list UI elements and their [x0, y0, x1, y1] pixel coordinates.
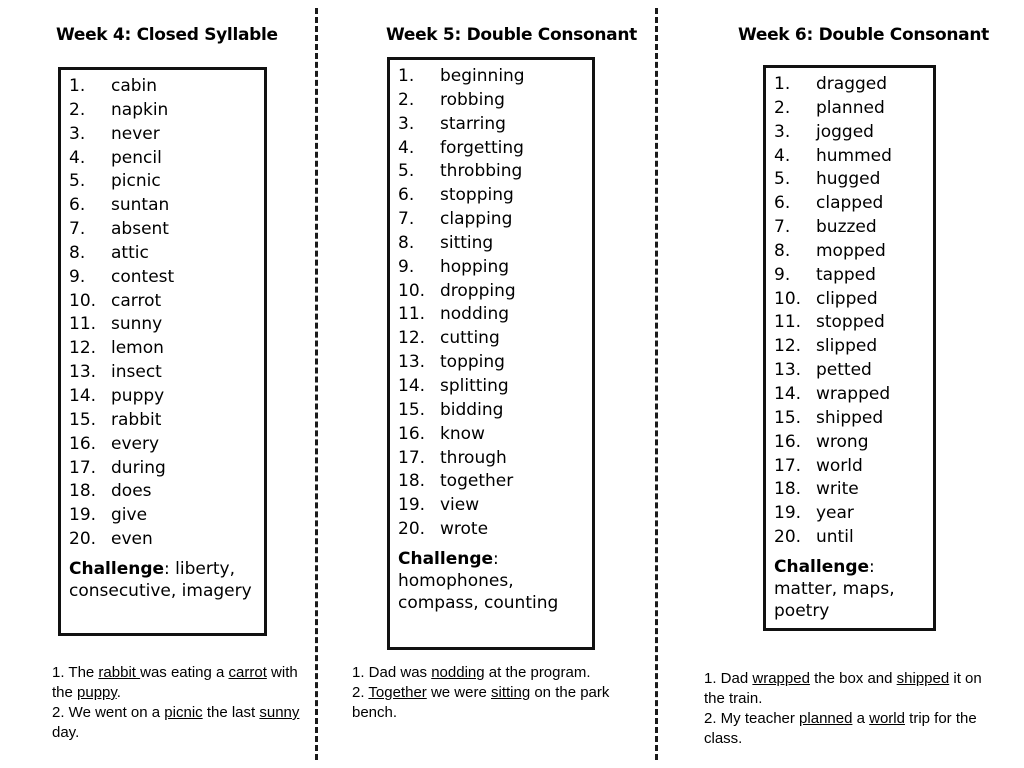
column-divider-left	[315, 8, 318, 760]
word-item	[774, 359, 925, 383]
sentence-text: 1. The	[52, 664, 99, 681]
challenge-text: : homophones, compass, counting	[398, 548, 559, 613]
sentence-text: 2. My teacher	[704, 710, 800, 727]
word-number: 10.	[774, 288, 802, 309]
word-item	[69, 242, 256, 266]
word-text: stopping	[440, 185, 514, 206]
word-text: cabin	[111, 76, 158, 96]
week-5-title: Week 5: Double Consonant	[386, 25, 637, 45]
word-text: until	[816, 527, 854, 548]
sentence-text: was eating a	[140, 664, 229, 681]
word-number: 13.	[774, 360, 802, 381]
word-item	[398, 256, 584, 280]
word-text: rabbit	[111, 409, 162, 430]
word-number: 18.	[69, 481, 97, 502]
word-text: absent	[111, 219, 169, 240]
word-item	[69, 266, 256, 290]
word-text: picnic	[111, 171, 161, 192]
word-text: even	[111, 529, 153, 550]
word-item	[398, 423, 584, 447]
word-item	[398, 160, 584, 184]
underlined-word: world	[869, 710, 905, 727]
word-text: never	[111, 123, 160, 144]
word-text: give	[111, 505, 148, 526]
word-text: through	[440, 447, 507, 468]
word-text: forgetting	[440, 137, 524, 158]
word-text: cutting	[440, 328, 500, 349]
word-item	[398, 399, 584, 423]
word-text: clapping	[440, 209, 513, 230]
word-text: throbbing	[440, 161, 523, 182]
word-number: 1.	[69, 76, 86, 96]
word-number: 2.	[774, 97, 791, 118]
word-item	[774, 121, 925, 145]
sentence-text: with the	[52, 664, 298, 701]
word-text: puppy	[111, 385, 165, 406]
word-text: mopped	[816, 240, 886, 261]
word-item	[398, 65, 584, 89]
word-text: buzzed	[816, 217, 877, 238]
word-text: lemon	[111, 338, 164, 359]
word-number: 3.	[774, 121, 791, 142]
word-text: robbing	[440, 89, 505, 110]
word-item	[398, 184, 584, 208]
week-5-word-list	[398, 65, 584, 542]
word-number: 15.	[69, 409, 97, 430]
word-number: 7.	[69, 219, 86, 240]
sentence-text: the last	[202, 704, 260, 721]
word-number: 20.	[398, 519, 426, 540]
word-text: sitting	[440, 232, 494, 253]
week-4-word-list	[69, 75, 256, 552]
word-number: 15.	[774, 407, 802, 428]
week-4-challenge	[69, 558, 256, 602]
example-sentence	[704, 709, 994, 749]
word-item	[69, 337, 256, 361]
word-number: 1.	[774, 74, 791, 94]
word-item	[69, 313, 256, 337]
week-4-sentences	[52, 663, 307, 743]
week-4-title: Week 4: Closed Syllable	[56, 25, 278, 45]
word-number: 14.	[398, 375, 426, 396]
word-item	[69, 123, 256, 147]
word-item	[398, 375, 584, 399]
underlined-word: sunny	[259, 704, 300, 721]
underlined-word: planned	[799, 710, 853, 727]
word-item	[774, 431, 925, 455]
word-number: 9.	[69, 266, 86, 287]
word-text: world	[816, 455, 863, 476]
word-number: 17.	[69, 457, 97, 478]
word-item	[69, 218, 256, 242]
word-text: carrot	[111, 290, 162, 311]
word-item	[398, 113, 584, 137]
word-item	[69, 433, 256, 457]
word-item	[69, 385, 256, 409]
word-item	[69, 528, 256, 552]
word-item	[398, 470, 584, 494]
word-text: starring	[440, 113, 506, 134]
underlined-word: nodding	[431, 664, 485, 681]
word-text: know	[440, 423, 485, 444]
word-number: 12.	[398, 328, 426, 349]
word-number: 17.	[398, 447, 426, 468]
underlined-word: shipped	[896, 670, 950, 687]
word-item	[774, 311, 925, 335]
word-item	[69, 75, 256, 99]
word-text: does	[111, 481, 152, 502]
word-text: hugged	[816, 169, 881, 190]
word-text: year	[816, 503, 854, 524]
word-text: jogged	[816, 121, 874, 142]
word-item	[398, 137, 584, 161]
word-item	[774, 526, 925, 550]
example-sentence	[52, 663, 307, 703]
sentence-text: 1. Dad	[704, 670, 753, 687]
word-number: 16.	[398, 423, 426, 444]
sentence-text: it on the train.	[704, 670, 982, 707]
underlined-word: sitting	[490, 684, 531, 701]
sentence-text: day.	[52, 724, 80, 741]
word-number: 18.	[774, 479, 802, 500]
underlined-word: picnic	[164, 704, 203, 721]
word-text: sunny	[111, 314, 163, 335]
word-number: 9.	[774, 264, 791, 285]
word-text: view	[440, 495, 480, 516]
word-number: 19.	[774, 503, 802, 524]
word-item	[774, 73, 925, 97]
word-item	[398, 208, 584, 232]
word-text: wrong	[816, 431, 869, 452]
word-number: 6.	[398, 185, 415, 206]
word-text: stopped	[816, 312, 885, 333]
example-sentence	[704, 669, 994, 709]
word-number: 9.	[398, 256, 415, 277]
word-number: 19.	[398, 495, 426, 516]
word-item	[69, 290, 256, 314]
word-item	[398, 518, 584, 542]
week-5-sentences	[352, 663, 612, 723]
word-text: insect	[111, 362, 162, 383]
word-item	[774, 264, 925, 288]
word-number: 4.	[774, 145, 791, 166]
word-text: contest	[111, 266, 175, 287]
word-text: write	[816, 479, 859, 500]
word-item	[774, 145, 925, 169]
word-number: 3.	[398, 113, 415, 134]
word-text: wrote	[440, 519, 489, 540]
word-item	[398, 89, 584, 113]
word-number: 13.	[69, 362, 97, 383]
word-text: during	[111, 457, 166, 478]
week-6-word-box	[763, 65, 936, 631]
word-item	[774, 335, 925, 359]
word-number: 12.	[69, 338, 97, 359]
challenge-text: : matter, maps, poetry	[774, 556, 895, 621]
sentence-text: 2. We went on a	[52, 704, 165, 721]
week-6-challenge	[774, 556, 925, 622]
word-number: 10.	[69, 290, 97, 311]
word-number: 10.	[398, 280, 426, 301]
word-text: clipped	[816, 288, 878, 309]
word-item	[398, 494, 584, 518]
week-4-word-box	[58, 67, 267, 636]
word-text: dropping	[440, 280, 516, 301]
word-number: 2.	[69, 99, 86, 120]
word-number: 3.	[69, 123, 86, 144]
word-item	[774, 216, 925, 240]
word-number: 18.	[398, 471, 426, 492]
word-number: 8.	[69, 242, 86, 263]
word-item	[398, 303, 584, 327]
word-item	[69, 194, 256, 218]
column-divider-right	[655, 8, 658, 760]
example-sentence	[352, 683, 612, 723]
word-text: hopping	[440, 256, 510, 277]
word-text: beginning	[440, 66, 525, 86]
word-number: 16.	[69, 433, 97, 454]
word-number: 4.	[69, 147, 86, 168]
word-number: 7.	[774, 217, 791, 238]
word-number: 16.	[774, 431, 802, 452]
week-6-title: Week 6: Double Consonant	[738, 25, 989, 45]
word-item	[398, 280, 584, 304]
word-number: 19.	[69, 505, 97, 526]
challenge-label: Challenge	[774, 556, 870, 577]
word-item	[774, 383, 925, 407]
word-number: 11.	[774, 312, 802, 333]
word-number: 7.	[398, 209, 415, 230]
word-item	[774, 407, 925, 431]
word-text: napkin	[111, 99, 169, 120]
word-number: 5.	[774, 169, 791, 190]
word-number: 5.	[69, 171, 86, 192]
week-5-word-box	[387, 57, 595, 650]
word-text: tapped	[816, 264, 876, 285]
word-text: planned	[816, 97, 885, 118]
word-item	[69, 504, 256, 528]
word-text: petted	[816, 360, 872, 381]
word-text: shipped	[816, 407, 884, 428]
word-number: 8.	[398, 232, 415, 253]
word-item	[774, 288, 925, 312]
week-6-word-list	[774, 73, 925, 550]
underlined-word: wrapped	[752, 670, 810, 687]
word-text: bidding	[440, 399, 504, 420]
word-number: 4.	[398, 137, 415, 158]
word-item	[69, 457, 256, 481]
word-number: 20.	[69, 529, 97, 550]
word-number: 13.	[398, 352, 426, 373]
word-item	[774, 240, 925, 264]
word-number: 5.	[398, 161, 415, 182]
word-text: hummed	[816, 145, 892, 166]
word-text: topping	[440, 352, 505, 373]
word-item	[69, 361, 256, 385]
word-text: slipped	[816, 336, 878, 357]
word-text: together	[440, 471, 514, 492]
word-text: clapped	[816, 193, 884, 214]
word-number: 6.	[69, 195, 86, 216]
word-item	[398, 447, 584, 471]
word-item	[774, 192, 925, 216]
sentence-text: trip for the class.	[704, 710, 977, 747]
word-number: 20.	[774, 527, 802, 548]
word-item	[774, 478, 925, 502]
word-number: 14.	[69, 385, 97, 406]
word-text: every	[111, 433, 160, 454]
word-item	[774, 168, 925, 192]
word-item	[69, 409, 256, 433]
sentence-text: at the program.	[484, 664, 591, 681]
underlined-word: rabbit	[98, 664, 141, 681]
word-item	[69, 480, 256, 504]
word-text: dragged	[816, 74, 888, 94]
sentence-text: .	[116, 684, 121, 701]
underlined-word: carrot	[228, 664, 267, 681]
word-number: 14.	[774, 383, 802, 404]
word-text: pencil	[111, 147, 162, 168]
word-number: 12.	[774, 336, 802, 357]
word-text: suntan	[111, 195, 170, 216]
word-item	[774, 97, 925, 121]
underlined-word: Together	[368, 684, 427, 701]
word-number: 11.	[398, 304, 426, 325]
word-item	[69, 147, 256, 171]
example-sentence	[352, 663, 612, 683]
word-item	[398, 351, 584, 375]
word-number: 1.	[398, 66, 415, 86]
sentence-text: on the park bench.	[352, 684, 610, 721]
word-number: 11.	[69, 314, 97, 335]
word-number: 6.	[774, 193, 791, 214]
word-text: splitting	[440, 375, 509, 396]
week-6-sentences	[704, 669, 994, 749]
word-number: 17.	[774, 455, 802, 476]
word-item	[69, 170, 256, 194]
sentence-text: 1. Dad was	[352, 664, 432, 681]
sentence-text: a	[852, 710, 870, 727]
sentence-text: 2.	[352, 684, 369, 701]
word-item	[774, 455, 925, 479]
underlined-word: puppy	[77, 684, 117, 701]
word-item	[69, 99, 256, 123]
example-sentence	[52, 703, 307, 743]
week-5-challenge	[398, 548, 584, 614]
word-text: wrapped	[816, 383, 891, 404]
word-item	[774, 502, 925, 526]
challenge-label: Challenge	[69, 558, 165, 579]
word-text: attic	[111, 242, 149, 263]
word-number: 2.	[398, 89, 415, 110]
word-number: 8.	[774, 240, 791, 261]
word-item	[398, 327, 584, 351]
challenge-label: Challenge	[398, 548, 494, 569]
sentence-text: the box and	[809, 670, 897, 687]
word-number: 15.	[398, 399, 426, 420]
word-text: nodding	[440, 304, 510, 325]
challenge-text: : liberty, consecutive, imagery	[69, 558, 252, 601]
sentence-text: we were	[426, 684, 491, 701]
word-item	[398, 232, 584, 256]
